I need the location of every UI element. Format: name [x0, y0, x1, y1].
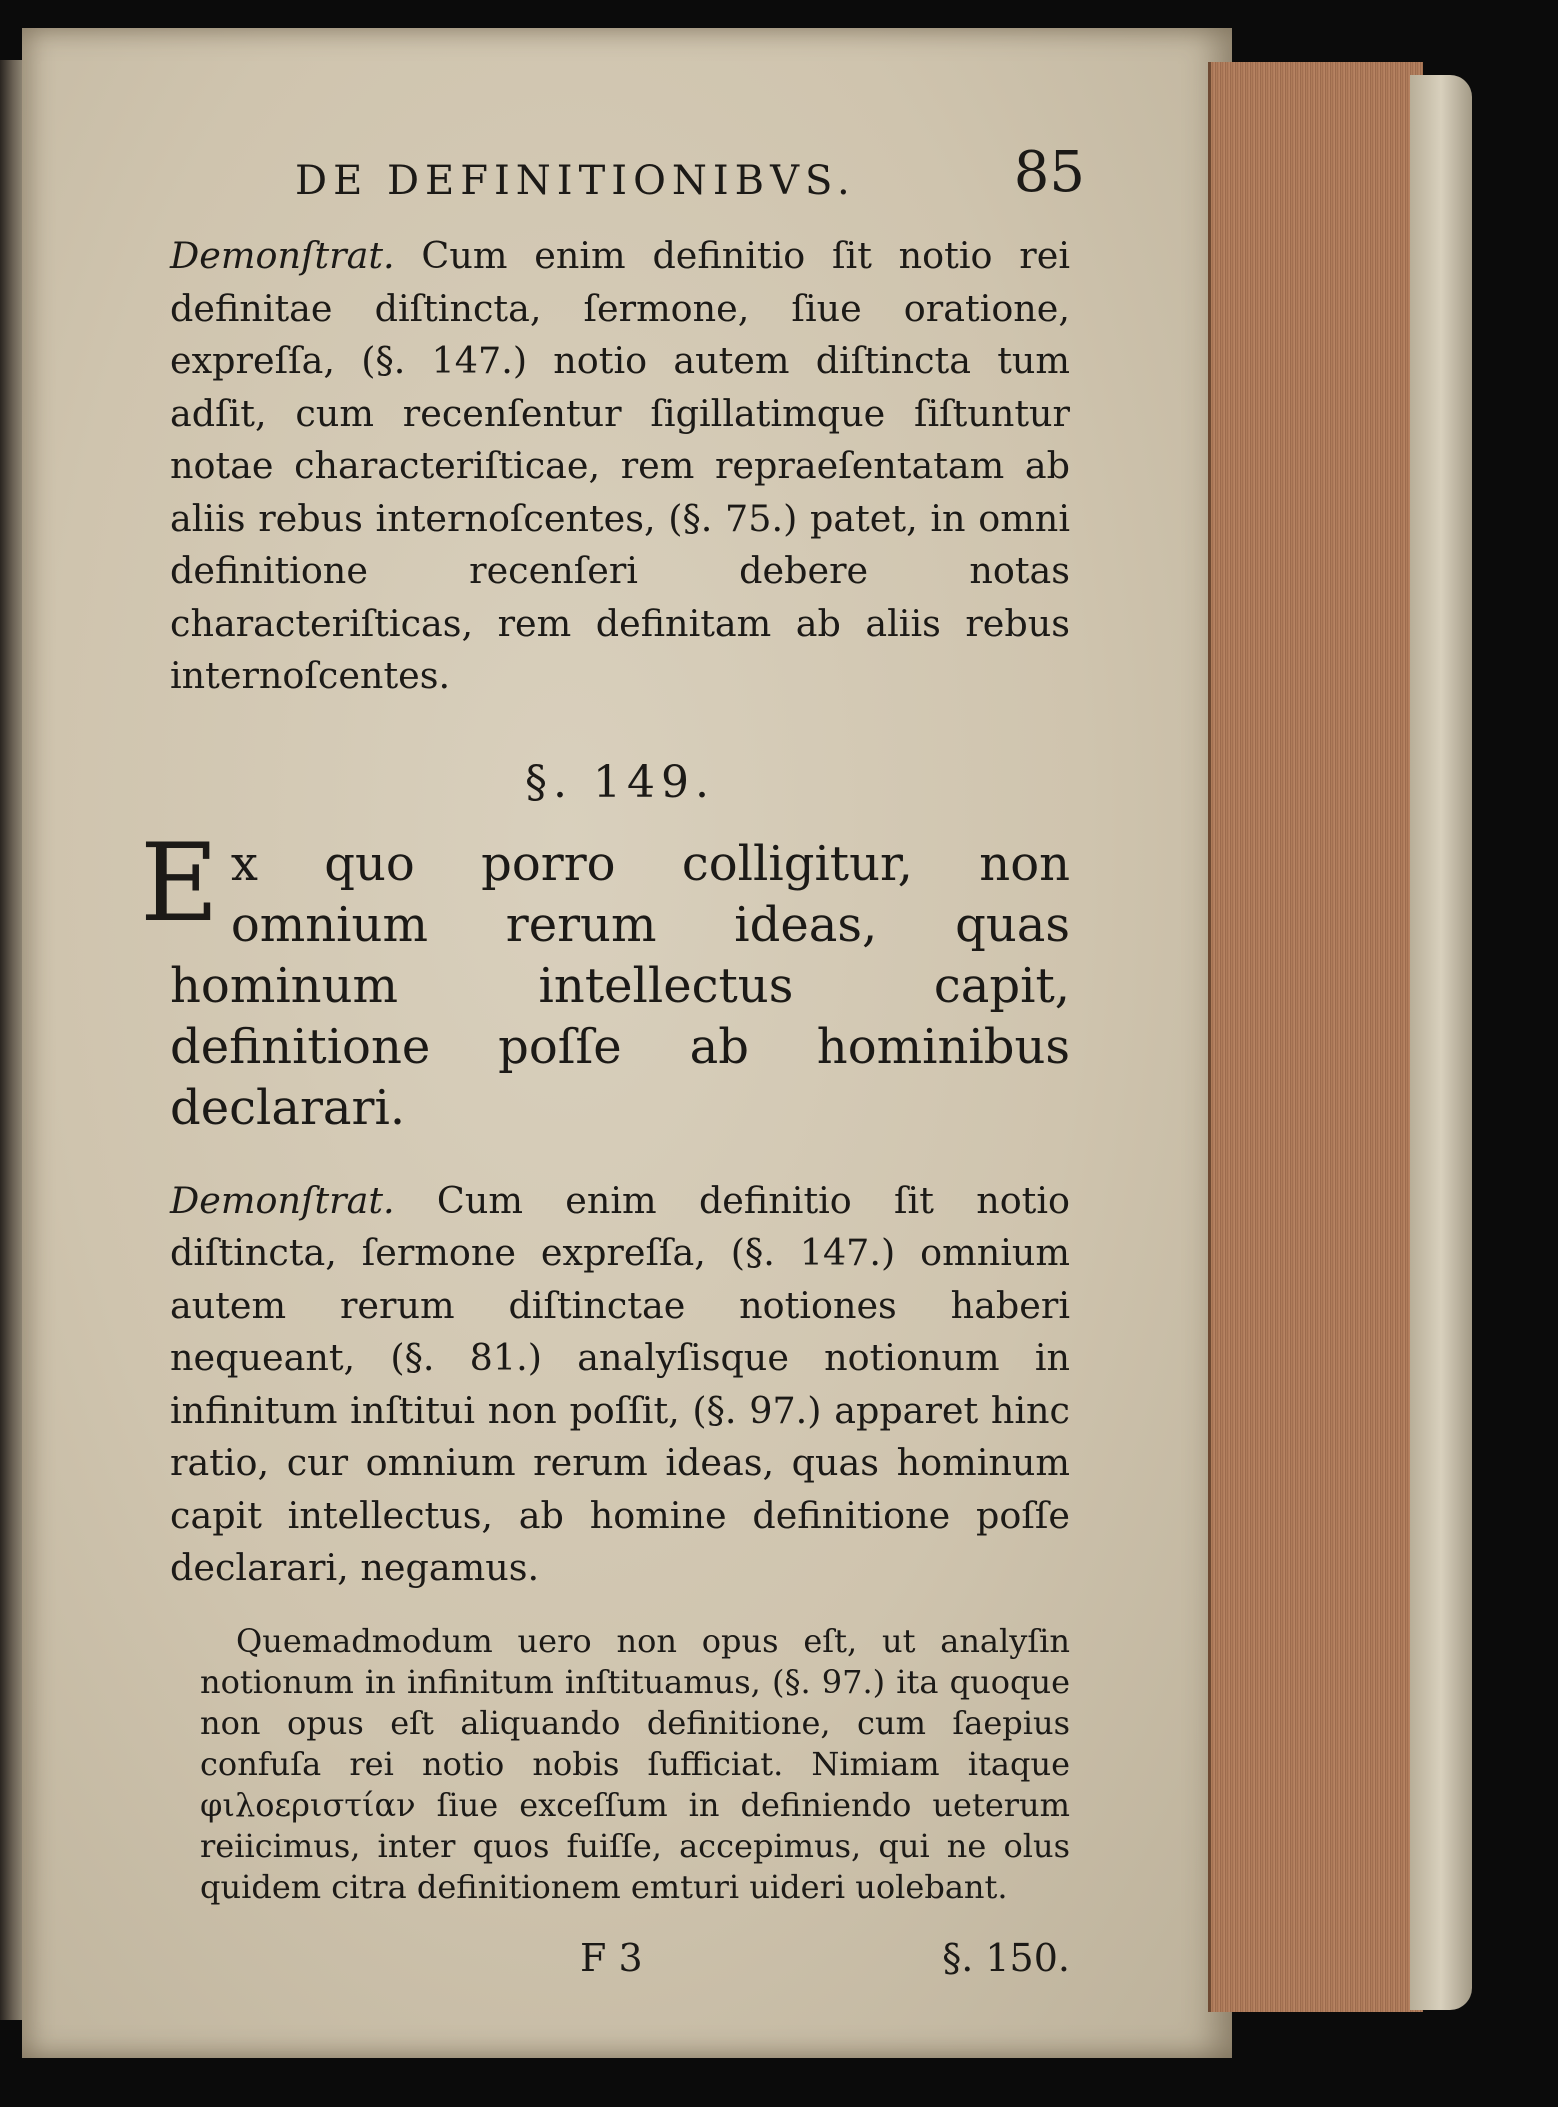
page-footer: [170, 1926, 1070, 2006]
section-heading: §. 149.: [525, 756, 715, 808]
running-head: [170, 140, 1085, 230]
page-number: 85: [1013, 140, 1085, 205]
note-text: Quemadmodum uero non opus eſt, ut analyſin notionum in infinitum inſtituamus, (§. 97.) ita quoque non opus eſt aliquando definitione, cum ſaepius confuſa rei notio nobis ſufficiat. Nimiam itaque φιλοεριστίαν ſiue exceſſum in definiendo ueterum reiicimus, inter quos fuiſſe, accepimus, qui ne olus quidem citra definitionem emturi uideri uolebant.: [200, 1621, 1070, 1906]
scholium-note: [200, 1621, 1070, 1908]
demonstration-paragraph-2: [170, 1175, 1070, 1595]
demonstration-text: Cum enim definitio ſit notio diſtincta, ſermone expreſſa, (§. 147.) omnium autem rerum diſtinctae notiones haberi nequeant, (§. 81.) analyſisque notionum in infinitum inſtitui non poſſit, (§. 97.) apparet hinc ratio, cur omnium rerum ideas, quas hominum capit intellectus, ab homine definitione poſſe declarari, negamus.: [170, 1178, 1070, 1589]
catchword: §. 150.: [942, 1935, 1070, 1980]
book-cover-edge: [1410, 75, 1472, 2010]
section-paragraph: [140, 820, 1070, 1139]
demonstration-paragraph-1: [170, 230, 1070, 703]
drop-cap: E: [140, 820, 219, 946]
signature-mark: F 3: [580, 1935, 643, 1980]
demonstration-label: Demonſtrat.: [170, 1178, 395, 1222]
section-text: x quo porro colligitur, non omnium rerum ideas, quas hominum intellectus capit, definitione poſſe ab hominibus declarari.: [170, 835, 1070, 1136]
page-fore-edge: [1208, 62, 1423, 2012]
demonstration-label: Demonſtrat.: [170, 234, 395, 277]
running-head-title: DE DEFINITIONIBVS.: [295, 158, 856, 204]
demonstration-text: Cum enim definitio ſit notio rei definitae diſtincta, ſermone, ſiue oratione, expreſſa, (§. 147.) notio autem diſtincta tum adſit, cum recenſentur ſigillatimque ſiſtuntur notae characteriſticae, rem repraeſentatam ab aliis rebus internoſcentes, (§. 75.) patet, in omni definitione recenſeri debere notas characteriſticas, rem definitam ab aliis rebus internoſcentes.: [170, 234, 1070, 697]
book-left-edge: [0, 60, 22, 2020]
text-block: [140, 140, 1085, 2006]
